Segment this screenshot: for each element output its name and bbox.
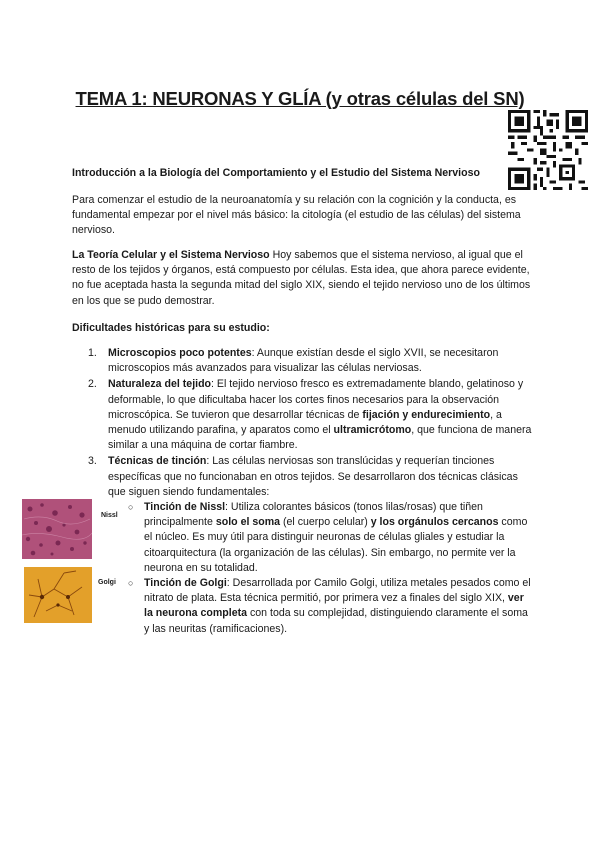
difficulties-heading: Dificultades históricas para su estudio: (72, 322, 270, 334)
stain-text: : Desarrollada por Camilo Golgi, utiliza metales pesados como el nitrato de plata. Esta técnica permitió, por primera vez a finales del siglo XIX, (144, 577, 531, 605)
stain-item-golgi (108, 576, 532, 637)
stain-emphasis: y los orgánulos cercanos (370, 516, 499, 529)
stain-emphasis: solo el soma (215, 516, 281, 529)
cell-theory-text: Hoy sabemos que el sistema nervioso, al igual que el resto de los tejidos y órganos, está compuesto por células. Esta idea, que ahora parece evidente, no fue aceptada hasta la segunda mitad del siglo XIX, siendo el tejido nervioso uno de los últimos en los que se pudo demostrar. (72, 249, 531, 307)
golgi-stain-image (24, 567, 92, 623)
list-number: 1. (88, 347, 97, 359)
list-item-text: : El tejido nervioso fresco es extremadamente blando, gelatinoso y deformable, lo que dificultaba hacer los cortes finos necesarios para la observación microscópica. Se tuvieron que desarrollar técnicas de (108, 378, 524, 421)
stain-item-nissl (108, 500, 532, 576)
stain-text: como el núcleo. Es muy útil para distinguir neuronas de células gliales y estudiar la citoarquitectura (la organización de las células). Sin embargo, no permite ver la neurona en su totalidad. (144, 516, 528, 574)
intro-paragraph: Para comenzar el estudio de la neuroanatomía y su relación con la cognición y la conducta, es fundamental empezar por el nivel más básico: la citología (el estudio de las células) del sistema nervioso. (72, 194, 521, 237)
golgi-image-label: Golgi (98, 579, 116, 586)
circle-bullet-icon: ○ (128, 578, 134, 589)
list-item-emphasis: fijación y endurecimiento (362, 408, 491, 421)
page-title: TEMA 1: NEURONAS Y GLÍA (y otras células del SN) (75, 88, 525, 109)
circle-bullet-icon: ○ (128, 502, 134, 513)
list-item (72, 377, 532, 453)
cell-theory-paragraph (72, 248, 532, 309)
nissl-stain-image (22, 499, 92, 559)
list-item-heading: Técnicas de tinción (108, 455, 207, 468)
difficulties-list (72, 346, 532, 638)
stain-text: : Utiliza colorantes básicos (tonos lilas/rosas) que tiñen principalmente (144, 501, 483, 529)
section-subtitle: Introducción a la Biología del Comportamiento y el Estudio del Sistema Nervioso (72, 167, 480, 179)
list-item-heading: Naturaleza del tejido (108, 378, 212, 391)
stain-emphasis: ver la neurona completa (144, 592, 524, 620)
cell-theory-heading: La Teoría Celular y el Sistema Nervioso (72, 249, 270, 261)
list-item-emphasis: ultramicrótomo (333, 424, 412, 437)
stains-list (108, 500, 532, 637)
list-item-text: : Aunque existían desde el siglo XVII, se necesitaron microscopios más avanzados para visualizar las células nerviosas. (108, 347, 499, 375)
list-item (72, 454, 532, 636)
stain-heading: Tinción de Golgi (144, 577, 227, 590)
list-number: 2. (88, 378, 97, 391)
list-item-text: : Las células nerviosas son translúcidas y requerían tinciones específicas que no funcionaban en otros tejidos. Se desarrollaron dos técnicas clásicas que siguen siendo fundamentales: (108, 455, 518, 498)
list-number: 3. (88, 455, 97, 468)
list-item (72, 346, 532, 376)
list-item-text: , a menudo utilizando parafina, y aparatos como el (108, 408, 502, 437)
nissl-image-label: Nissl (101, 512, 118, 519)
list-item-text: , que funciona de manera similar a una máquina de cortar fiambre. (108, 424, 532, 452)
stain-text: (el cuerpo celular) (280, 516, 371, 529)
list-item-heading: Microscopios poco potentes (108, 347, 252, 359)
stain-text: con toda su complejidad, distinguiendo claramente el soma y las neuritas (ramificaciones). (144, 607, 528, 635)
stain-heading: Tinción de Nissl (144, 501, 226, 514)
